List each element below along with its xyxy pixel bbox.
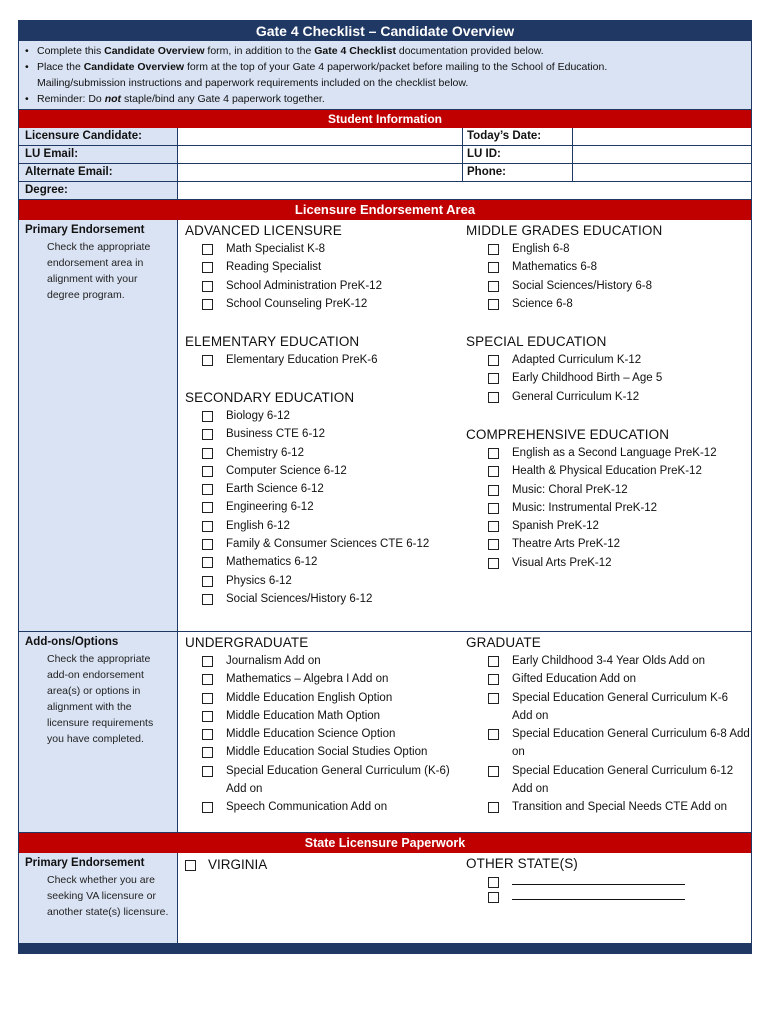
checkbox[interactable]: [488, 693, 499, 704]
group-title: SECONDARY EDUCATION: [185, 390, 355, 405]
checklist-item[interactable]: [488, 351, 751, 369]
checkbox[interactable]: [202, 594, 213, 605]
checkbox[interactable]: [202, 693, 213, 704]
checklist-item[interactable]: [488, 240, 751, 258]
checklist-item[interactable]: [488, 725, 751, 762]
checklist-item-label: Early Childhood Birth – Age 5: [512, 372, 663, 385]
addons-section: [19, 632, 751, 833]
other-state-line: [488, 888, 751, 903]
graduate-group: [466, 635, 751, 817]
checkbox[interactable]: [202, 729, 213, 740]
checkbox[interactable]: [202, 429, 213, 440]
checkbox[interactable]: [202, 656, 213, 667]
checklist-item-label: Social Sciences/History 6-12: [226, 592, 373, 605]
checkbox[interactable]: [488, 877, 499, 888]
instructions-panel: [19, 41, 751, 110]
instruction-bullet: • Reminder: Do not staple/bind any Gate 4 paperwork together.: [25, 93, 325, 105]
checklist-item[interactable]: [488, 258, 751, 276]
checklist-item[interactable]: [202, 277, 455, 295]
checklist-item[interactable]: [488, 652, 751, 670]
checklist-item[interactable]: [488, 462, 751, 480]
endorsement-heading: Licensure Endorsement Area: [19, 200, 751, 220]
checkbox[interactable]: [202, 802, 213, 813]
checkbox[interactable]: [488, 892, 499, 903]
checklist-item[interactable]: [202, 407, 465, 425]
checkbox[interactable]: [202, 484, 213, 495]
checklist-item-label: Music: Choral PreK-12: [512, 483, 628, 496]
checklist-item-label: Mathematics 6-12: [226, 556, 318, 569]
checklist-item-label: English 6-12: [226, 519, 290, 532]
checkbox[interactable]: [488, 299, 499, 310]
checklist-item-label: Special Education General Curriculum 6-8 Add on: [512, 728, 750, 759]
checklist-item-label: Reading Specialist: [226, 261, 322, 274]
checkbox[interactable]: [488, 244, 499, 255]
state-side-panel: [19, 853, 178, 943]
checkbox[interactable]: [488, 448, 499, 459]
checkbox[interactable]: [488, 656, 499, 667]
group-title: GRADUATE: [466, 635, 541, 650]
checkbox[interactable]: [488, 521, 499, 532]
checklist-item[interactable]: [202, 743, 460, 761]
candidate-overview-form: [18, 20, 752, 954]
checklist-item[interactable]: [488, 517, 751, 535]
group-title: ELEMENTARY EDUCATION: [185, 334, 360, 349]
side-title: Add-ons/Options: [25, 636, 119, 648]
bullet-icon: •: [25, 45, 29, 57]
checklist-item[interactable]: [202, 725, 460, 743]
endorsement-options: [178, 220, 751, 631]
side-description: Check whether you are seeking VA licensure or another state(s) licensure.: [47, 874, 169, 918]
checklist-item[interactable]: [202, 572, 465, 590]
checkbox[interactable]: [488, 802, 499, 813]
checklist-item[interactable]: [202, 517, 465, 535]
other-state-field[interactable]: [512, 873, 685, 885]
checklist-item[interactable]: [202, 240, 455, 258]
checklist-item-label: Health & Physical Education PreK-12: [512, 465, 702, 478]
checklist-item-label: Music: Instrumental PreK-12: [512, 501, 658, 514]
instruction-bullet: • Complete this Candidate Overview form, in addition to the Gate 4 Checklist documentation provided below.: [25, 45, 544, 57]
checklist-item[interactable]: [488, 798, 751, 816]
comprehensive-group: [466, 427, 751, 572]
checklist-item[interactable]: [202, 670, 460, 688]
side-description: Check the appropriate endorsement area in alignment with your degree program.: [47, 241, 151, 301]
degree-label: Degree:: [19, 182, 178, 199]
checkbox[interactable]: [202, 244, 213, 255]
checkbox[interactable]: [202, 299, 213, 310]
checkbox[interactable]: [202, 711, 213, 722]
checklist-item-label: Early Childhood 3-4 Year Olds Add on: [512, 655, 706, 667]
checkbox[interactable]: [185, 860, 196, 871]
checklist-item-label: School Administration PreK-12: [226, 279, 382, 292]
checkbox[interactable]: [202, 674, 213, 685]
checkbox[interactable]: [488, 503, 499, 514]
state-options: [178, 853, 751, 943]
checklist-item[interactable]: [202, 652, 460, 670]
checklist-item-label: Special Education General Curriculum K-6 Add on: [512, 691, 729, 722]
checkbox[interactable]: [488, 281, 499, 292]
checklist-item-label: School Counseling PreK-12: [226, 297, 368, 310]
side-description: Check the appropriate add-on endorsement area(s) or options in alignment with the licensure requirements you have completed.: [47, 653, 154, 745]
checkbox[interactable]: [488, 558, 499, 569]
checklist-item-label: Math Specialist K-8: [226, 243, 326, 255]
checklist-item[interactable]: [202, 444, 465, 462]
checkbox[interactable]: [202, 448, 213, 459]
checklist-item[interactable]: [202, 553, 465, 571]
checklist-item[interactable]: [202, 462, 465, 480]
checkbox[interactable]: [488, 373, 499, 384]
checklist-item-label: General Curriculum K-12: [512, 390, 640, 403]
checklist-item-label: Chemistry 6-12: [226, 446, 304, 459]
bullet-icon: •: [25, 93, 29, 105]
checkbox[interactable]: [488, 392, 499, 403]
checklist-item-label: Elementary Education PreK-6: [226, 354, 378, 366]
checklist-item-label: Engineering 6-12: [226, 501, 314, 514]
checklist-item-label: Science 6-8: [512, 297, 573, 310]
checklist-item-label: English 6-8: [512, 243, 570, 255]
checklist-item-label: Computer Science 6-12: [226, 464, 347, 477]
other-state-line: [488, 873, 751, 888]
checkbox[interactable]: [488, 674, 499, 685]
checklist-item[interactable]: [488, 444, 751, 462]
undergraduate-group: [185, 635, 460, 817]
checklist-item-label: Adapted Curriculum K-12: [512, 354, 642, 366]
info-row: [19, 182, 751, 200]
degree-field[interactable]: [178, 182, 751, 199]
state-licensure-heading: State Licensure Paperwork: [19, 833, 751, 853]
checklist-item-label: Social Sciences/History 6-8: [512, 279, 652, 292]
candidate-field[interactable]: [178, 128, 463, 145]
instruction-continuation: Mailing/submission instructions and paperwork requirements included on the checklist below.: [37, 77, 469, 89]
checklist-item-label: Journalism Add on: [226, 655, 321, 667]
phone-field[interactable]: [573, 164, 751, 181]
checklist-item-label: Middle Education Science Option: [226, 728, 396, 741]
checklist-item[interactable]: [202, 762, 460, 799]
checklist-item-label: Spanish PreK-12: [512, 520, 599, 533]
checkbox[interactable]: [488, 729, 499, 740]
side-title: Primary Endorsement: [25, 224, 145, 236]
side-title: Primary Endorsement: [25, 857, 145, 869]
group-title: COMPREHENSIVE EDUCATION: [466, 427, 670, 442]
addon-options: [178, 632, 751, 832]
group-title: SPECIAL EDUCATION: [466, 334, 607, 349]
checklist-item[interactable]: [488, 670, 751, 688]
checklist-item-label: Mathematics – Algebra I Add on: [226, 673, 389, 686]
checklist-item-label: Mathematics 6-8: [512, 261, 598, 274]
advanced-licensure-group: [185, 223, 455, 313]
checklist-item-label: Special Education General Curriculum (K-6) Add on: [226, 764, 450, 796]
checkbox[interactable]: [488, 262, 499, 273]
checklist-item[interactable]: [488, 481, 751, 499]
checklist-item[interactable]: [488, 554, 751, 572]
checklist-item-label: Middle Education Math Option: [226, 709, 381, 722]
checkbox[interactable]: [202, 262, 213, 273]
checklist-item[interactable]: [202, 798, 460, 816]
checklist-item[interactable]: [488, 499, 751, 517]
checklist-item-label: Middle Education English Option: [226, 691, 393, 704]
checklist-item[interactable]: [488, 762, 751, 799]
checklist-item-label: Gifted Education Add on: [512, 673, 637, 686]
virginia-option[interactable]: [185, 856, 455, 874]
date-label: Today’s Date:: [463, 128, 573, 145]
lu-id-label: LU ID:: [463, 146, 573, 163]
lu-id-field[interactable]: [573, 146, 751, 163]
checklist-item-label: Middle Education Social Studies Option: [226, 746, 428, 759]
virginia-label: VIRGINIA: [208, 857, 268, 872]
checklist-item[interactable]: [488, 689, 751, 726]
page-title: Gate 4 Checklist – Candidate Overview: [19, 21, 751, 41]
checkbox[interactable]: [202, 747, 213, 758]
checklist-item-label: Earth Science 6-12: [226, 483, 324, 496]
special-education-group: [466, 334, 751, 406]
secondary-group: [185, 390, 465, 608]
info-row: [19, 146, 751, 164]
checklist-item[interactable]: [202, 498, 465, 516]
candidate-label: Licensure Candidate:: [19, 128, 178, 145]
checklist-item-label: Physics 6-12: [226, 574, 292, 587]
middle-grades-group: [466, 223, 751, 313]
alt-email-field[interactable]: [178, 164, 463, 181]
checklist-item-label: Theatre Arts PreK-12: [512, 538, 621, 551]
checkbox[interactable]: [488, 466, 499, 477]
student-information-heading: Student Information: [19, 110, 751, 128]
other-state-field[interactable]: [512, 888, 685, 900]
checkbox[interactable]: [488, 766, 499, 777]
info-row: [19, 164, 751, 182]
checklist-item-label: Business CTE 6-12: [226, 428, 326, 441]
checkbox[interactable]: [202, 521, 213, 532]
checkbox[interactable]: [202, 281, 213, 292]
checklist-item[interactable]: [202, 258, 455, 276]
checklist-item-label: Visual Arts PreK-12: [512, 556, 612, 569]
checkbox[interactable]: [202, 355, 213, 366]
elementary-group: [185, 334, 455, 369]
other-states-group: [466, 856, 751, 903]
checklist-item[interactable]: [488, 388, 751, 406]
checklist-item[interactable]: [202, 689, 460, 707]
addons-side-panel: [19, 632, 178, 832]
footer-bar: [19, 943, 751, 953]
checkbox[interactable]: [202, 502, 213, 513]
checklist-item-label: Special Education General Curriculum 6-12 Add on: [512, 764, 734, 796]
group-title: ADVANCED LICENSURE: [185, 223, 342, 238]
bullet-icon: •: [25, 61, 29, 73]
checkbox[interactable]: [202, 557, 213, 568]
endorsement-section: [19, 220, 751, 632]
group-title: UNDERGRADUATE: [185, 635, 309, 650]
checklist-item-label: Biology 6-12: [226, 410, 290, 422]
phone-label: Phone:: [463, 164, 573, 181]
group-title: MIDDLE GRADES EDUCATION: [466, 223, 663, 238]
checkbox[interactable]: [202, 466, 213, 477]
checklist-item[interactable]: [488, 295, 751, 313]
instruction-bullet: • Place the Candidate Overview form at the top of your Gate 4 paperwork/packet before mailing to the School of Education.: [25, 61, 608, 73]
info-row: [19, 128, 751, 146]
checklist-item-label: Transition and Special Needs CTE Add on: [512, 801, 728, 814]
checkbox[interactable]: [488, 485, 499, 496]
checklist-item[interactable]: [202, 351, 455, 369]
checkbox[interactable]: [488, 539, 499, 550]
checkbox[interactable]: [488, 355, 499, 366]
lu-email-field[interactable]: [178, 146, 463, 163]
checkbox[interactable]: [202, 766, 213, 777]
alt-email-label: Alternate Email:: [19, 164, 178, 181]
checklist-item[interactable]: [488, 535, 751, 553]
checkbox[interactable]: [202, 411, 213, 422]
checklist-item[interactable]: [488, 277, 751, 295]
checklist-item[interactable]: [202, 295, 455, 313]
checklist-item[interactable]: [488, 369, 751, 387]
checklist-item[interactable]: [202, 480, 465, 498]
date-field[interactable]: [573, 128, 751, 145]
checklist-item-label: Speech Communication Add on: [226, 801, 388, 814]
checkbox[interactable]: [202, 539, 213, 550]
group-title: OTHER STATE(S): [466, 856, 578, 871]
lu-email-label: LU Email:: [19, 146, 178, 163]
checklist-item[interactable]: [202, 535, 465, 553]
checklist-item[interactable]: [202, 590, 465, 608]
endorsement-side-panel: [19, 220, 178, 631]
checklist-item[interactable]: [202, 425, 465, 443]
checklist-item[interactable]: [202, 707, 460, 725]
state-section: [19, 853, 751, 943]
checklist-item-label: English as a Second Language PreK-12: [512, 447, 717, 459]
checkbox[interactable]: [202, 576, 213, 587]
checklist-item-label: Family & Consumer Sciences CTE 6-12: [226, 538, 430, 551]
